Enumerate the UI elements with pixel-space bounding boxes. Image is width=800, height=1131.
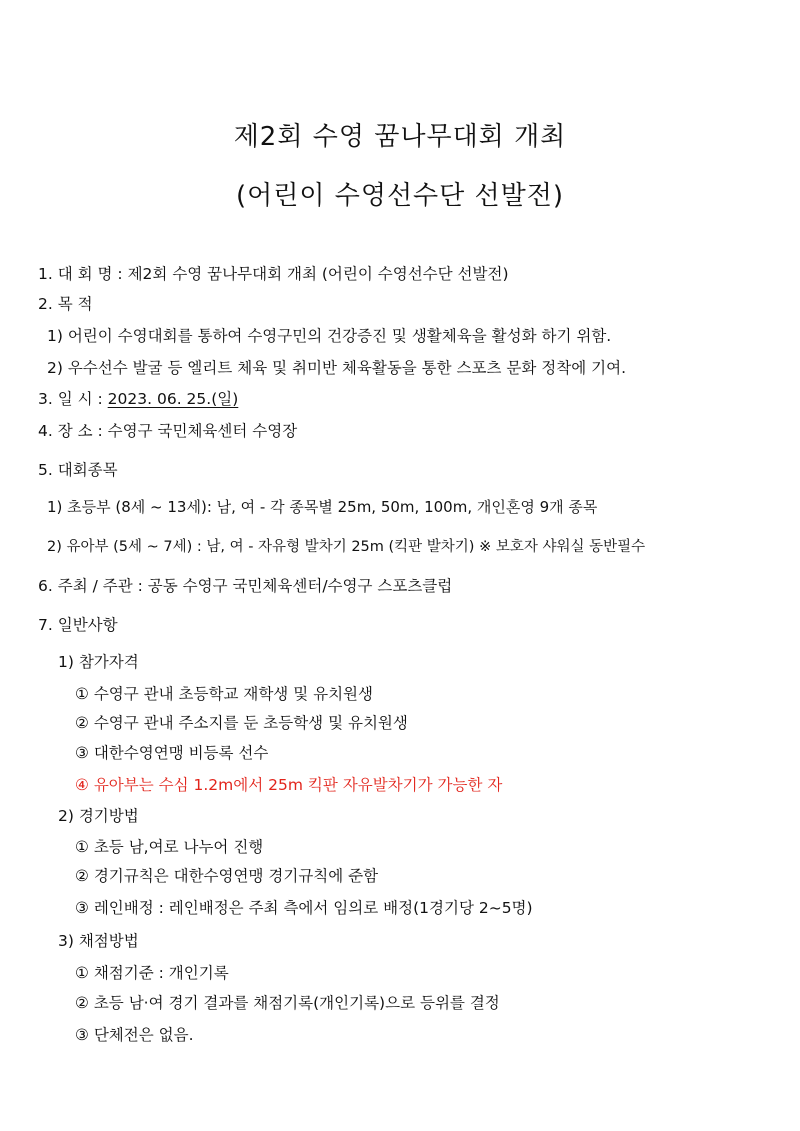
section-3-sep: :	[92, 390, 108, 408]
section-7-label: 7. 일반사항	[38, 616, 118, 634]
scoring-item-2: ② 초등 남·여 경기 결과를 채점기록(개인기록)으로 등위를 결정	[75, 994, 500, 1012]
page-title: 제2회 수영 꿈나무대회 개최	[233, 122, 567, 152]
method-item-2: ② 경기규칙은 대한수영연맹 경기규칙에 준함	[75, 867, 379, 885]
section-4	[38, 419, 297, 441]
eligibility-item-2: ② 수영구 관내 주소지를 둔 초등학생 및 유치원생	[75, 714, 408, 732]
section-5-label: 5. 대회종목	[38, 461, 118, 479]
section-6-value: 공동 수영구 국민체육센터/수영구 스포츠클럽	[147, 577, 453, 595]
section-3	[38, 387, 238, 409]
eligibility-item-4: ④ 유아부는 수심 1.2m에서 25m 킥판 자유발차기가 가능한 자	[75, 776, 503, 794]
section-3-label: 3. 일 시	[38, 390, 93, 408]
eligibility-item-1: ① 수영구 관내 초등학교 재학생 및 유치원생	[75, 685, 373, 703]
section-6-sep: :	[132, 577, 148, 595]
section-1	[38, 262, 509, 284]
section-6	[38, 574, 452, 596]
section-5-item-2: 2) 유아부 (5세 ~ 7세) : 남, 여 - 자유형 발차기 25m (킥판 발차기) ※ 보호자 샤워실 동반필수	[47, 539, 646, 555]
section-3-date: 2023. 06. 25.(일)	[107, 390, 239, 408]
section-2-label: 2. 목 적	[38, 295, 93, 313]
section-2-item-2: 2) 우수선수 발굴 등 엘리트 체육 및 취미반 체육활동을 통한 스포츠 문화 정착에 기여.	[47, 359, 626, 377]
section-7-sub-2-label: 2) 경기방법	[58, 807, 139, 825]
section-2-item-1: 1) 어린이 수영대회를 통하여 수영구민의 건강증진 및 생활체육을 활성화 하기 위함.	[47, 327, 612, 345]
section-4-value: 수영구 국민체육센터 수영장	[107, 422, 298, 440]
section-6-label: 6. 주최 / 주관	[38, 577, 133, 595]
page-subtitle: (어린이 수영선수단 선발전)	[235, 181, 565, 211]
method-item-1: ① 초등 남,여로 나누어 진행	[75, 838, 264, 856]
section-1-value: 제2회 수영 꿈나무대회 개최 (어린이 수영선수단 선발전)	[127, 265, 509, 283]
section-4-sep: :	[92, 422, 108, 440]
section-7-sub-3-label: 3) 채점방법	[58, 932, 139, 950]
section-1-label: 1. 대 회 명	[38, 265, 113, 283]
method-item-3: ③ 레인배정 : 레인배정은 주최 측에서 임의로 배정(1경기당 2~5명)	[75, 899, 533, 917]
eligibility-item-3: ③ 대한수영연맹 비등록 선수	[75, 744, 269, 762]
section-7-sub-1-label: 1) 참가자격	[58, 653, 139, 671]
scoring-item-1: ① 채점기준 : 개인기록	[75, 964, 229, 982]
scoring-item-3: ③ 단체전은 없음.	[75, 1026, 194, 1044]
section-4-label: 4. 장 소	[38, 422, 93, 440]
section-5-item-1: 1) 초등부 (8세 ~ 13세): 남, 여 - 각 종목별 25m, 50m, 100m, 개인혼영 9개 종목	[47, 498, 598, 516]
section-1-sep: :	[112, 265, 128, 283]
